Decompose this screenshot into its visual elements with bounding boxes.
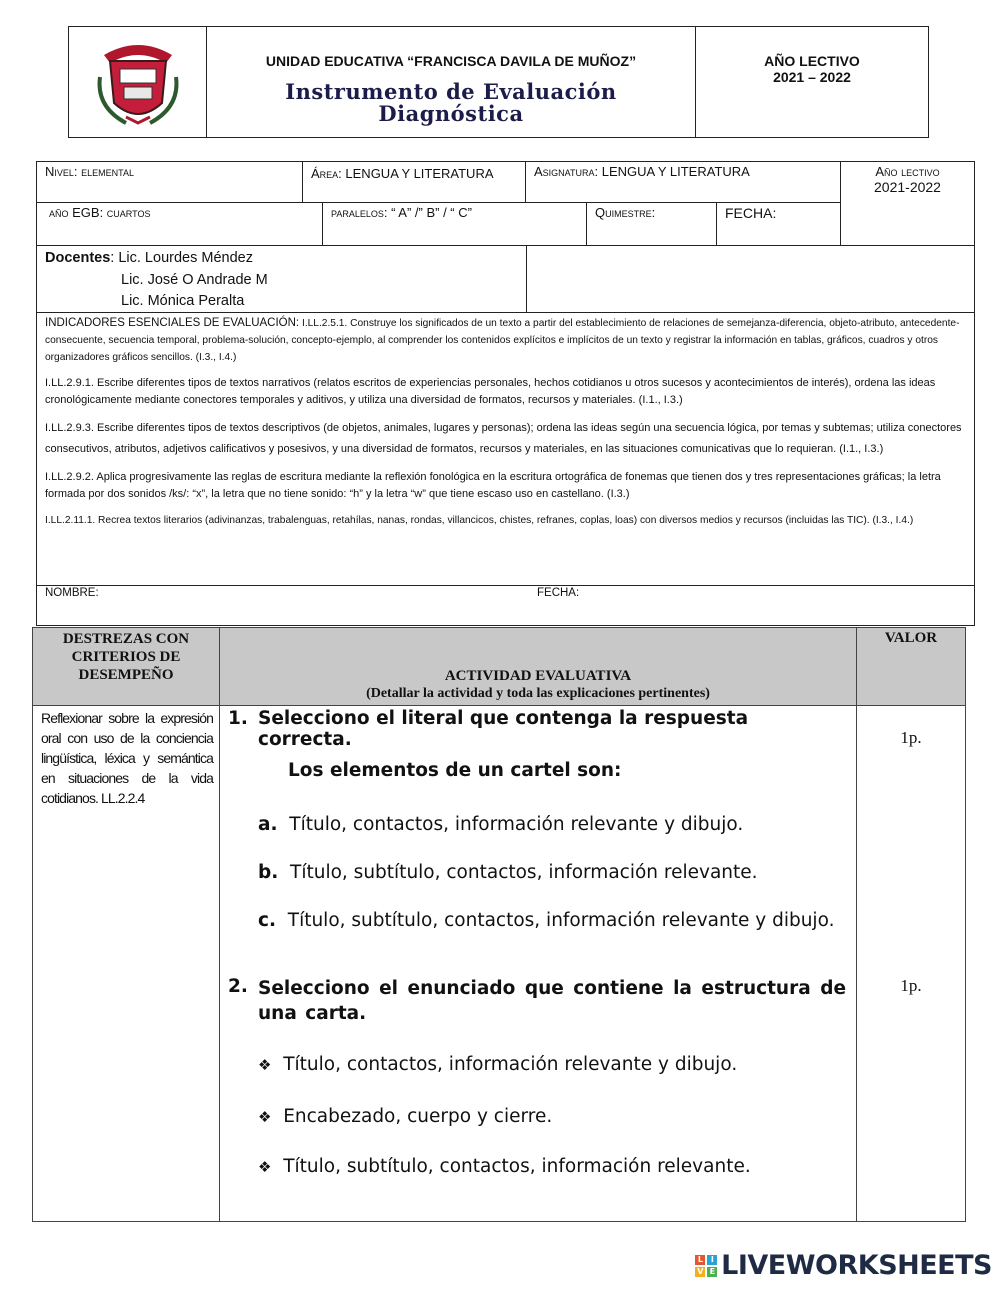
indicador-4: I.LL.2.9.2. Aplica progresivamente las reglas de escritura mediante la reflexión fonológica en la escritura ortográfica de fonemas que tienen dos y tres representaciones gráficas; la letra formada por dos sonidos /ks/: “x”, la letra que no tiene sonido: “h” y la letra “w” que tiene escaso uso en castellano. (I.3.) — [45, 471, 941, 500]
ano-lectivo-label: Año lectivo — [875, 164, 940, 179]
quimestre-cell: Quimestre: — [586, 202, 717, 246]
docentes-empty-cell — [526, 245, 975, 313]
icon-letter-v: V — [695, 1267, 705, 1277]
indicador-1-text: I.LL.2.5.1. Construye los significados de un texto a partir del establecimiento de relaciones de semejanza-diferencia, objeto-atributo, antecedente-consecuente, secuencia temporal, problema-solución, concepto-ejemplo, al comprender los contenidos explícitos e implícitos de un texto y registrar la información en tablas, gráficos, cuadros y otros organizadores gráficos sencillos. (I.3., I.4.) — [45, 318, 960, 363]
indicador-5: I.LL.2.11.1. Recrea textos literarios (adivinanzas, trabalenguas, retahílas, nanas, rondas, villancicos, chistes, refranes, coplas, loas) con diversos medios y recursos (incluidas las TIC). (I.3., I.4.) — [45, 515, 914, 526]
q1-option-c-text: Título, subtítulo, contactos, información relevante y dibujo. — [287, 910, 835, 931]
q1-option-c[interactable] — [258, 910, 834, 931]
fecha-cell: FECHA: — [716, 202, 841, 246]
valor-cell — [857, 706, 966, 1222]
school-name: UNIDAD EDUCATIVA “FRANCISCA DAVILA DE MUÑOZ” — [265, 53, 637, 69]
diamond-bullet-icon: ❖ — [258, 1056, 272, 1074]
docente-1: Lic. Lourdes Méndez — [118, 250, 253, 266]
instrument-title-line1: Instrumento de Evaluación — [285, 79, 617, 104]
student-row — [36, 585, 975, 626]
icon-letter-e: E — [707, 1267, 717, 1277]
liveworksheets-brand: LIVEWORKSHEETS — [721, 1250, 992, 1281]
q2-number: 2. — [228, 976, 248, 997]
icon-letter-l: L — [695, 1255, 705, 1265]
q1-number: 1. — [228, 708, 248, 729]
q1-option-b-text: Título, subtítulo, contactos, información relevante. — [290, 862, 758, 883]
docente-3: Lic. Mónica Peralta — [121, 293, 245, 309]
header-center — [206, 26, 696, 138]
ano-lectivo-cell — [840, 161, 975, 246]
header-actividad-sub: (Detallar la actividad y toda las explicaciones pertinentes) — [366, 686, 710, 701]
header-valor: VALOR — [857, 628, 966, 706]
destreza-cell: Reflexionar sobre la expresión oral con uso de la conciencia lingüística, léxica y semántica en situaciones de la vida cotidianos. LL.2.2.4 — [33, 706, 220, 1222]
asignatura-cell: Asignatura: LENGUA Y LITERATURA — [525, 161, 841, 203]
indicadores-label: INDICADORES ESENCIALES DE EVALUACIÓN: — [45, 317, 300, 329]
area-cell: Área: LENGUA Y LITERATURA — [302, 161, 526, 203]
q2-text: Selecciono el enunciado que contiene la estructura de una carta. — [258, 978, 846, 1024]
q2-value: 1p. — [900, 976, 922, 995]
q1-option-a-letter: a. — [258, 814, 278, 835]
diamond-bullet-icon: ❖ — [258, 1158, 272, 1176]
ano-lectivo-value: 2021-2022 — [874, 179, 941, 195]
header-actividad-title: ACTIVIDAD EVALUATIVA — [444, 668, 632, 684]
docente-2: Lic. José O Andrade M — [121, 271, 268, 288]
liveworksheets-icon — [695, 1255, 717, 1277]
q1-option-a-text: Título, contactos, información relevante y dibujo. — [289, 814, 744, 835]
q1-text: Selecciono el literal que contenga la respuesta correcta. — [258, 708, 749, 750]
header-actividad — [220, 628, 857, 706]
header-destrezas: DESTREZAS CON CRITERIOS DE DESEMPEÑO — [33, 628, 220, 706]
q2-option-3-text: Título, subtítulo, contactos, información relevante. — [283, 1156, 751, 1177]
docentes-cell: Docentes: Lic. Lourdes Méndez Lic. José O Andrade M Lic. Mónica Peralta — [36, 245, 527, 313]
q2-option-1-text: Título, contactos, información relevante y dibujo. — [283, 1054, 738, 1075]
fecha-label: FECHA: — [537, 587, 580, 599]
school-crest-logo — [68, 26, 207, 138]
ano-egb-cell: año EGB: cuartos — [36, 202, 323, 246]
q1-subtitle: Los elementos de un cartel son: — [288, 760, 622, 781]
nombre-label: NOMBRE: — [45, 587, 99, 599]
icon-letter-i: I — [707, 1255, 717, 1265]
docentes-label: Docentes — [45, 250, 111, 266]
instrument-title-line2: Diagnóstica — [378, 101, 524, 126]
indicador-2: I.LL.2.9.1. Escribe diferentes tipos de textos narrativos (relatos escritos de experiencias personales, hechos cotidianos u otros sucesos y acontecimientos de interés), ordena las ideas cronológicamente mediante conectores temporales y aditivos, y utiliza una diversidad de formatos, recursos y materiales. (I.1., I.3.) — [45, 377, 936, 406]
header-year — [695, 26, 929, 138]
year-value: 2021 – 2022 — [773, 69, 851, 85]
year-label: AÑO LECTIVO — [764, 53, 860, 69]
q2-option-3[interactable] — [258, 1156, 751, 1177]
diamond-bullet-icon: ❖ — [258, 1108, 272, 1126]
q1-option-a[interactable] — [258, 814, 743, 835]
q2-option-1[interactable] — [258, 1054, 737, 1075]
q2-option-2-text: Encabezado, cuerpo y cierre. — [283, 1106, 553, 1127]
q1-option-b[interactable] — [258, 862, 758, 883]
q2-option-2[interactable] — [258, 1106, 552, 1127]
q1-option-c-letter: c. — [258, 910, 276, 931]
liveworksheets-logo — [695, 1250, 992, 1281]
q1-value: 1p. — [900, 728, 922, 747]
indicadores-cell — [36, 312, 975, 586]
crest-icon — [96, 37, 180, 127]
paralelos-cell: paralelos: “ A” /” B” / “ C” — [322, 202, 587, 246]
evaluation-table — [32, 627, 966, 1222]
instrument-title — [207, 81, 695, 125]
indicador-1 — [45, 315, 966, 366]
actividad-cell — [220, 706, 857, 1222]
indicador-3: I.LL.2.9.3. Escribe diferentes tipos de textos descriptivos (de objetos, animales, lugares y personas); ordena las ideas según una secuencia lógica, por temas y subtemas; utiliza conectores consecutivos, atributos, adjetivos calificativos y posesivos, y una diversidad de formatos, recursos y materiales, en las situaciones comunicativas que lo requieran. (I.1., I.3.) — [45, 422, 962, 455]
nivel-cell: Nivel: elemental — [36, 161, 303, 203]
q1-option-b-letter: b. — [258, 862, 279, 883]
